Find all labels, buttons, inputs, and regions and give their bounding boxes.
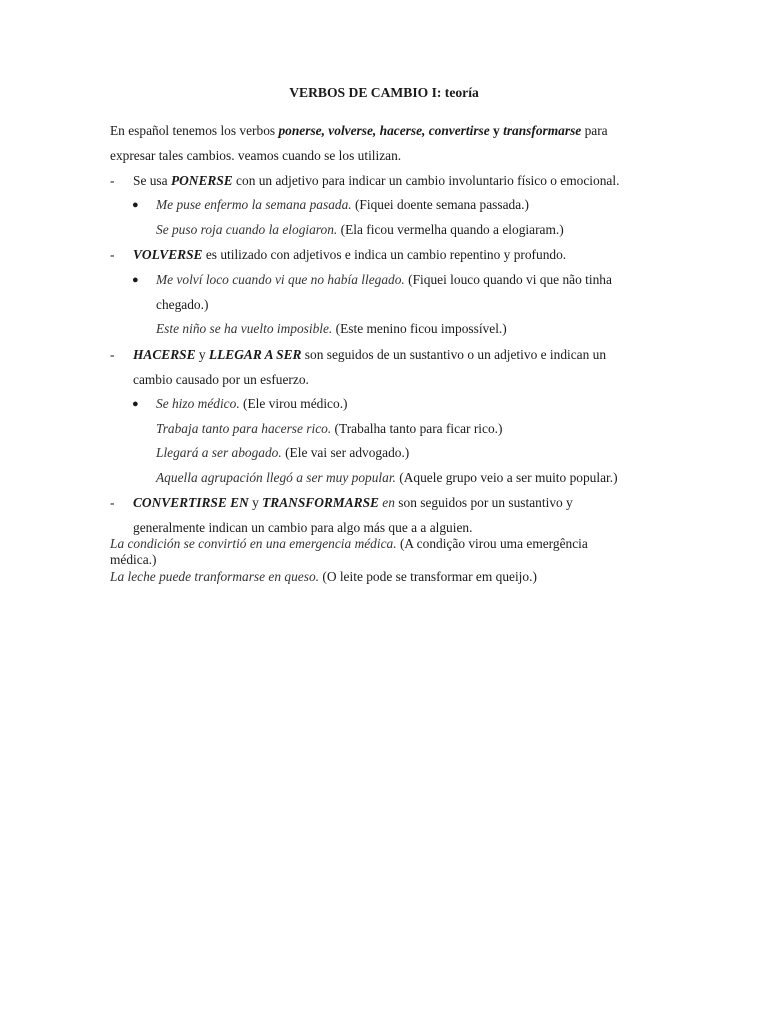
hacerse-example-1 bbox=[156, 396, 348, 412]
bullet-icon: ● bbox=[132, 398, 139, 410]
hacerse-example-2 bbox=[156, 421, 502, 437]
convertirse-example-2 bbox=[110, 569, 537, 585]
verb-hacerse: HACERSE bbox=[133, 347, 196, 362]
intro-verb-transformarse: transformarse bbox=[503, 123, 582, 138]
hacerse-rule bbox=[133, 347, 606, 363]
ponerse-example-2 bbox=[156, 222, 564, 238]
example-portuguese: (Ela ficou vermelha quando a elogiaram.) bbox=[337, 222, 564, 237]
rule-text: son seguidos por un sustantivo y bbox=[394, 495, 573, 510]
rule-text: son seguidos de un sustantivo o un adjetivo e indican un bbox=[301, 347, 607, 362]
convertirse-example-1-cont: médica.) bbox=[110, 552, 157, 567]
hacerse-rule-cont: cambio causado por un esfuerzo. bbox=[133, 372, 309, 387]
rule-text: es utilizado con adjetivos e indica un cambio repentino y profundo. bbox=[202, 247, 567, 262]
volverse-rule bbox=[133, 247, 566, 263]
verb-volverse: VOLVERSE bbox=[133, 247, 203, 262]
verb-transformarse: TRANSFORMARSE bbox=[262, 495, 379, 510]
verb-ponerse: PONERSE bbox=[170, 173, 233, 188]
list-dash: - bbox=[110, 347, 115, 362]
intro-verbs: ponerse, volverse, hacerse, convertirse bbox=[278, 123, 490, 138]
convertirse-rule bbox=[133, 495, 573, 511]
example-portuguese: (Fiquei louco quando vi que não tinha bbox=[404, 272, 612, 287]
list-dash: - bbox=[110, 173, 115, 188]
verb-convertirse-en: CONVERTIRSE EN bbox=[133, 495, 249, 510]
bullet-icon: ● bbox=[132, 274, 139, 286]
example-portuguese: (A condição virou uma emergência bbox=[396, 536, 588, 551]
conjunction: y bbox=[248, 495, 263, 510]
rule-text: con un adjetivo para indicar un cambio involuntario físico o emocional. bbox=[232, 173, 620, 188]
ponerse-example-1 bbox=[156, 197, 529, 213]
rule-text: Se usa bbox=[133, 173, 171, 188]
intro-line-1 bbox=[110, 123, 608, 139]
example-spanish: Se hizo médico. bbox=[156, 396, 240, 411]
intro-line-2: expresar tales cambios. veamos cuando se los utilizan. bbox=[110, 148, 402, 163]
volverse-example-1 bbox=[156, 272, 612, 288]
volverse-example-1-cont: chegado.) bbox=[156, 297, 209, 312]
example-portuguese: (O leite pode se transformar em queijo.) bbox=[319, 569, 537, 584]
example-portuguese: (Este menino ficou impossível.) bbox=[332, 321, 507, 336]
ponerse-rule bbox=[133, 173, 619, 189]
list-dash: - bbox=[110, 495, 115, 510]
bullet-icon: ● bbox=[132, 199, 139, 211]
example-spanish: Llegará a ser abogado. bbox=[156, 445, 282, 460]
preposition-en: en bbox=[378, 495, 395, 510]
example-spanish: Aquella agrupación llegó a ser muy popular. bbox=[156, 470, 396, 485]
intro-conjunction: y bbox=[489, 123, 504, 138]
example-spanish: La condición se convirtió en una emergencia médica. bbox=[110, 536, 397, 551]
example-spanish: Se puso roja cuando la elogiaron. bbox=[156, 222, 338, 237]
example-portuguese: (Trabalha tanto para ficar rico.) bbox=[331, 421, 503, 436]
example-portuguese: (Aquele grupo veio a ser muito popular.) bbox=[395, 470, 618, 485]
example-spanish: Me volví loco cuando vi que no había llegado. bbox=[156, 272, 405, 287]
example-portuguese: (Ele vai ser advogado.) bbox=[281, 445, 410, 460]
volverse-example-2 bbox=[156, 321, 507, 337]
example-spanish: Este niño se ha vuelto imposible. bbox=[156, 321, 333, 336]
verb-llegar-a-ser: LLEGAR A SER bbox=[208, 347, 302, 362]
intro-text-end: para bbox=[581, 123, 608, 138]
document-title: VERBOS DE CAMBIO I: teoría bbox=[289, 85, 479, 100]
example-portuguese: (Fiquei doente semana passada.) bbox=[351, 197, 529, 212]
example-spanish: La leche puede tranformarse en queso. bbox=[110, 569, 320, 584]
conjunction: y bbox=[195, 347, 209, 362]
hacerse-example-3 bbox=[156, 445, 409, 461]
example-spanish: Trabaja tanto para hacerse rico. bbox=[156, 421, 332, 436]
example-portuguese: (Ele virou médico.) bbox=[239, 396, 348, 411]
example-spanish: Me puse enfermo la semana pasada. bbox=[156, 197, 352, 212]
intro-text: En español tenemos los verbos bbox=[110, 123, 279, 138]
convertirse-example-1 bbox=[110, 536, 588, 552]
hacerse-example-4 bbox=[156, 470, 618, 486]
convertirse-rule-cont: generalmente indican un cambio para algo más que a a alguien. bbox=[133, 520, 473, 535]
list-dash: - bbox=[110, 247, 115, 262]
